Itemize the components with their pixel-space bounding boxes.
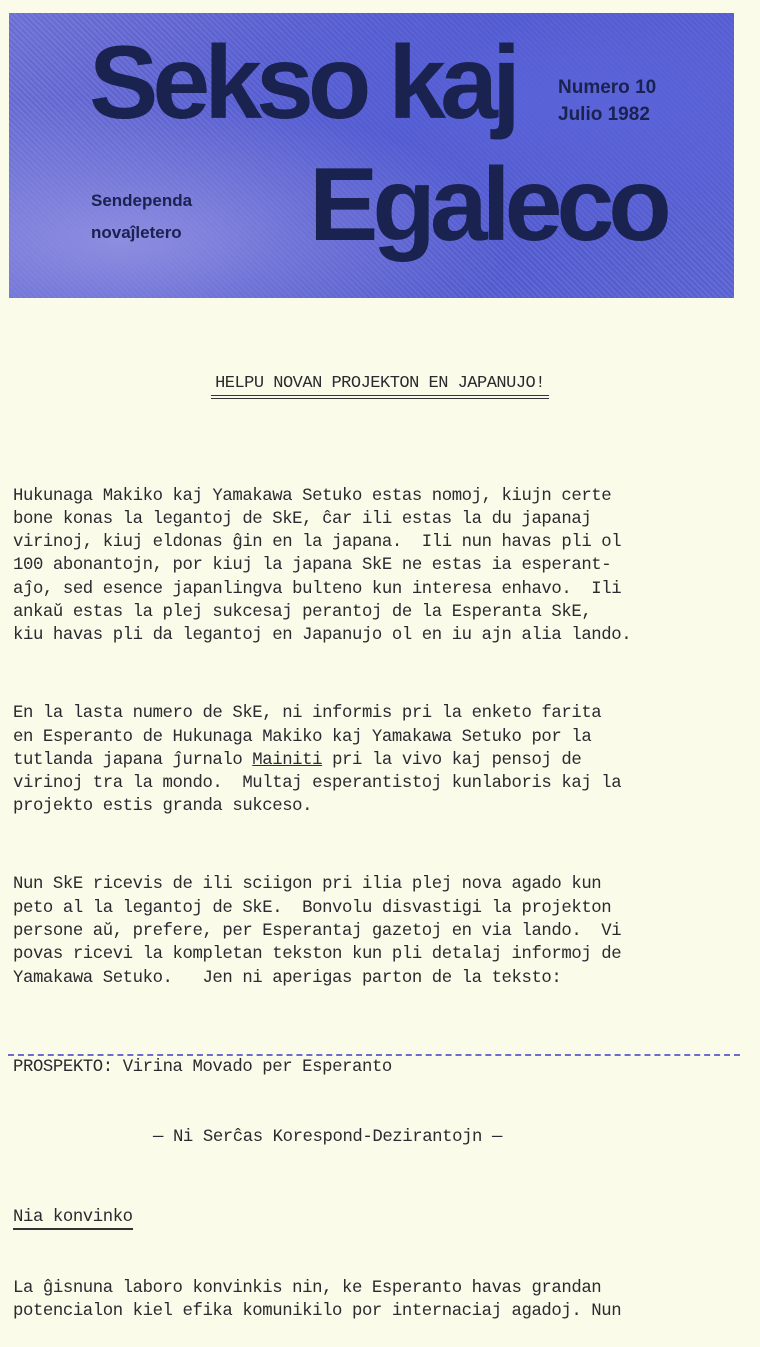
paragraph-2-after: pri la vivo kaj pensoj de virinoj tra la mondo. Multaj esperantistoj kunlaboris kaj la projekto estis granda sukceso. bbox=[13, 750, 622, 817]
prospekto-line bbox=[13, 1056, 758, 1079]
masthead-banner bbox=[9, 13, 734, 298]
section-text: La ĝisnuna laboro konvinkis nin, ke Esperanto havas grandan potencialon kiel efika komunikilo por internaciaj agadoj. Nun bbox=[13, 1278, 622, 1322]
prospekto-label: PROSPEKTO: bbox=[13, 1058, 113, 1078]
bottom-divider bbox=[8, 1054, 740, 1056]
issue-date: Julio 1982 bbox=[558, 103, 650, 125]
paragraph-1: Hukunaga Makiko kaj Yamakawa Setuko estas nomoj, kiujn certe bone konas la legantoj de SkE, ĉar ili estas la du japanaj virinoj, kiuj eldonas ĝin en la japana. Ili nun havas pli ol 100 abonantojn, por kiuj la japana SkE ne estas ia esperant- aĵo, sed esence japanlingva bulteno kun interesa enhavo. Ili ankaŭ estas la plej sukcesaj perantoj de la Esperanta SkE, kiu havas pli da legantoj en Japanujo ol en iu ajn alia lando. bbox=[13, 486, 632, 646]
issue-number: Numero 10 bbox=[558, 77, 657, 98]
prospekto-subtitle: — Ni Serĉas Korespond-Dezirantojn — bbox=[153, 1128, 502, 1148]
issue-info bbox=[558, 75, 656, 128]
headline-text: HELPU NOVAN PROJEKTON EN JAPANUJO! bbox=[211, 374, 549, 399]
masthead-title-line1: Sekso kaj bbox=[89, 25, 515, 141]
paragraph-3: Nun SkE ricevis de ili sciigon pri ilia plej nova agado kun peto al la legantoj de SkE. Bonvolu disvastigi la projekton persone aŭ, prefere, per Esperantaj gazetoj en via lando. Vi povas ricevi la kompletan tekston kun pli detalaj informoj de Yamakawa Setuko. Jen ni aperigas parton de la teksto: bbox=[13, 875, 622, 988]
paragraph-2-before: En la lasta numero de SkE, ni informis pri la enketo farita en Esperanto de Hukunaga Makiko kaj Yamakawa Setuko por la tutlanda japana ĵurnalo bbox=[13, 704, 602, 770]
section-heading-wrap bbox=[13, 1206, 758, 1230]
article-headline bbox=[0, 374, 760, 393]
paragraph-2 bbox=[13, 702, 758, 818]
masthead-title-line2: Egaleco bbox=[309, 147, 666, 263]
section-heading: Nia konvinko bbox=[13, 1208, 133, 1230]
prospekto-title: Virina Movado per Esperanto bbox=[112, 1058, 392, 1078]
subtitle-line1: Sendependa bbox=[91, 191, 193, 210]
subtitle-line2: novaĵletero bbox=[91, 223, 182, 243]
masthead-subtitle bbox=[91, 185, 192, 250]
journal-name: Mainiti bbox=[252, 750, 323, 770]
article-body bbox=[13, 438, 758, 1347]
